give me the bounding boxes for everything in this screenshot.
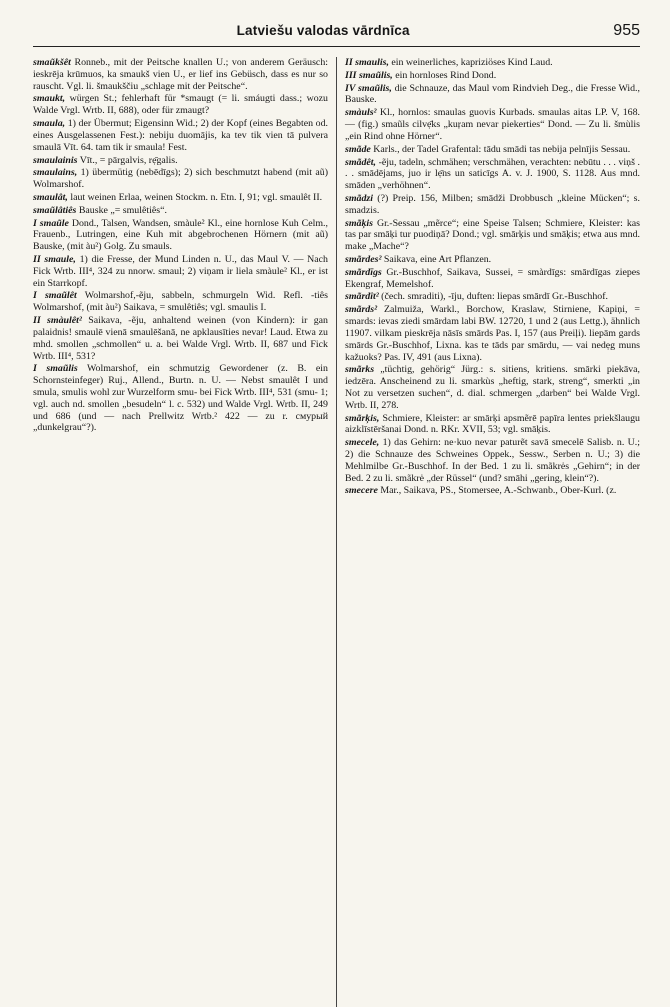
entry-headword: II smaulis, — [345, 57, 389, 68]
entry-definition: Schmiere, Kleister: ar smārķi apsmẽrē papīra lentes priekšlaugu aizklīstēršanai Dond. n. RKr. XVII, 53; vgl. smāķis. — [345, 412, 640, 436]
entry-headword: smãķis — [345, 217, 373, 229]
dictionary-entry — [345, 485, 640, 497]
entry-definition: 1) das Gehirn: ne·kuo nevar paturẽt savā smecelē Salisb. n. U.; 2) die Schnauze des Schweines Oppek., Sessw., Serben n. U.; 3) die Mehlmilbe Gr.-Buschhof. In der Bed. 1 zu li. smãkrės „Gehirn“; in der Bed. 2 zu li. smãkrė „der Rüssel“ (und? smāhi „gering, klein“?). — [345, 437, 640, 484]
right-column — [337, 57, 640, 1007]
dictionary-entry — [33, 205, 328, 217]
entry-headword: I smaũlis — [33, 363, 78, 375]
dictionary-entry — [33, 290, 328, 314]
entry-definition: Vīt., = pārgalvis, rẹ̄galis. — [77, 154, 178, 166]
dictionary-entry — [345, 437, 640, 484]
dictionary-entry — [33, 167, 328, 191]
entry-headword: smãdzi — [345, 192, 373, 204]
entry-definition: 1) übermütig (nebēdīgs); 2) sich beschmutzt habend (mit aũ) Wolmarshof. — [33, 167, 328, 191]
dictionary-entry — [345, 304, 640, 363]
entry-definition: die Schnauze, das Maul vom Rindvieh Deg., die Fresse Wid., Bauske. — [345, 82, 640, 106]
entry-headword: I smaũle — [33, 217, 69, 229]
entry-headword: smaulât, — [33, 191, 68, 203]
entry-definition: Karls., der Tadel Grafental: tādu smādi tas nebija pelnījis Sessau. — [370, 143, 631, 155]
left-column — [33, 57, 336, 1007]
entry-headword: smecere — [345, 485, 378, 497]
dictionary-entry — [33, 93, 328, 117]
dictionary-entry — [345, 254, 640, 266]
entry-headword: smãrdes² — [345, 254, 382, 265]
dictionary-entry — [33, 57, 328, 92]
entry-definition: Bauske „= smulêtiês“. — [76, 204, 167, 216]
entry-definition: Wolmarshof, ein schmutzig Gewordener (z. B. ein Schornsteinfeger) Ruj., Allend., Burtn. n. U. — Nebst smaulêt I und smula, smulis wohl zur Wurzelform smu- bei Fick Wrtb. III⁴, 531 (smu- 1; vgl. auch nd. smollen „besudeln“ l. c. 532) und Walde Vrgl. Wrtb. II, 249 und 686 (und — nach Prellwitz Wrtb.² 422 — zu r. смурый „dunkelgrau“?). — [33, 363, 328, 434]
entry-definition: 1) die Fresse, der Mund Linden n. U., das Maul V. — Nach Fick Wrtb. III⁴, 324 zu nnorw. smaul; 2) viņam ir liela smàule² Kl., er ist ein Starrkopf. — [33, 254, 328, 289]
dictionary-entry — [33, 155, 328, 167]
entry-headword: smaula, — [33, 118, 66, 130]
entry-headword: I smaũlêt — [33, 290, 77, 302]
entry-definition: -ẽju, tadeln, schmähen; verschmähen, verachten: nebūtu . . . viņš . . . smādējams, juo ir lẹ̄ns un saticīgs A. v. J. 1900, S. 1128. Aus mnd. smāden „verhöhnen“. — [345, 156, 640, 192]
entry-headword: II smaule, — [33, 254, 76, 265]
page-title: Latviešu valodas vārdnīca — [236, 23, 410, 38]
dictionary-entry — [345, 157, 640, 192]
dictionary-entry — [33, 254, 328, 289]
dictionary-entry — [345, 70, 640, 82]
entry-definition: Zalmuiža, Warkl., Borchow, Kraslaw, Stirniene, Kapiņi, = smards: ievas ziedi smārdam labi BW. 12720, 1 und 2 (aus Lettg.), ähnlich 11907. vilkam pieskrēja nāsīs smārds Pas. I, 157 (aus Preiļi). liepām gards smārds Gr.-Buschhof, Lixna. kas te tāds par smārdu, — vai nedẹg muns kažuoks? Pas. IV, 491 (aus Lixna). — [345, 304, 640, 363]
entry-definition: Gr.-Sessau „mẽrce“; eine Speise Talsen; Schmiere, Kleister: kas tas par smāķi tur puodiņā? Dond.; vgl. smārķis und smāķis; etwa aus mnd. make „Mache“? — [345, 217, 640, 253]
entry-definition: Mar., Saikava, PS., Stomersee, A.-Schwanb., Ober-Kurl. (z. — [377, 485, 617, 497]
entry-headword: smãrdīgs — [345, 266, 382, 278]
entry-headword: smãrdît² — [345, 291, 379, 303]
entry-definition: Ronneb., mit der Peitsche knallen U.; von anderem Geräusch: ieskrēja krūmuos, ka smaukš vien U., er lief ins Gebüsch, dass es nur so rauscht. Vgl. li. šmaukščiu „schlage mit der Peitsche“. — [33, 57, 328, 92]
entry-definition: Gr.-Buschhof, Saikava, Sussei, = smàrdīgs: smārdīgas ziepes Ekengraf, Memelshof. — [345, 266, 640, 290]
entry-definition: Saikava, -ẽju, anhaltend weinen (von Kindern): ir gan palaidnis! smaulē vienā smaulēšanā, ne apklausīties nevar! Laud. Etwa zu mhd. smollen „schmollen“ u. a. bei Walde Vrgl. Wrtb. II, 687 und Fick Wrtb. III⁴, 531? — [33, 315, 328, 362]
entry-definition: laut weinen Erlaa, weinen Stockm. n. Etn. I, 91; vgl. smaulêt II. — [67, 191, 323, 203]
entry-definition: (čech. smraditi), -īju, duften: liepas smārdī Gr.-Buschhof. — [378, 291, 608, 303]
entry-headword: smãde — [345, 143, 371, 155]
entry-definition: Saikava, eine Art Pflanzen. — [381, 254, 492, 265]
dictionary-entry — [345, 218, 640, 253]
dictionary-entry — [33, 192, 328, 204]
entry-headword: smãdêt, — [345, 156, 376, 168]
dictionary-entry — [345, 107, 640, 142]
dictionary-entry — [345, 144, 640, 156]
entry-headword: smecele, — [345, 437, 380, 449]
entry-headword: smaulainis — [33, 154, 78, 166]
entry-definition: Wolmarshof,-ẽju, sabbeln, schmurgeln Wid. Refl. -tiês Wolmarshof, (mit àu²) Saikava, = smulêtiês; vgl. smaulis I. — [33, 290, 328, 314]
entry-headword: smaũkšêt — [33, 57, 71, 68]
entry-headword: smaukt, — [33, 93, 66, 105]
dictionary-entry — [345, 364, 640, 411]
page-header — [33, 22, 640, 44]
dictionary-entry — [345, 413, 640, 437]
entry-definition: ein hornloses Rind Dond. — [392, 69, 497, 81]
entry-headword: smàuls² — [345, 107, 377, 119]
entry-headword: smãrks — [345, 364, 375, 376]
entry-definition: 1) der Übermut; Eigensinn Wid.; 2) der Kopf (eines Begabten od. eines Ausgelassenen Fest.): nebiju duomājis, ka tev tik vien tā pulvera smaulā Vīt. 64. tam tik ir smaula! Fest. — [33, 118, 328, 153]
entry-headword: smaũlâtiês — [33, 204, 77, 216]
entry-headword: smaulains, — [33, 167, 78, 179]
dictionary-entry — [33, 218, 328, 253]
entry-definition: Kl., hornlos: smaulas guovis Kurbads. smaulas aitas LP. V, 168. — (fig.) smaũls cilvẹ̄ks „kuŗam nevar piekerties“ Dond. — Zu li. šmùlis „ein Rind ohne Hörner“. — [345, 107, 640, 142]
dictionary-entry — [33, 363, 328, 434]
entry-definition: (?) Preip. 156, Milben; smādži Drobbusch „kleine Mücken“; s. smadzis. — [345, 192, 640, 216]
page-number: 955 — [613, 22, 640, 39]
entry-headword: smãrds² — [345, 304, 378, 316]
dictionary-entry — [345, 83, 640, 107]
entry-definition: „tüchtig, gehörig“ Jürg.: s. sitiens, kritiens. smārki piekāva, iedzēra. Anscheinend zu li. smarkùs „heftig, stark, streng“, smerkti „in Not zu versetzen suchen“, d. dial. schmergen „darben“ bei Walde Vrgl. Wrtb. II, 278. — [345, 364, 640, 411]
header-rule — [33, 46, 640, 47]
entry-definition: ein weinerliches, kapriziöses Kind Laud. — [388, 57, 553, 68]
dictionary-entry — [345, 57, 640, 69]
entry-definition: würgen St.; fehlerhaft für *smaugt (= li. smáugti dass.; wozu Walde Vrgl. Wrtb. II, 688), oder für zmaugt? — [33, 93, 328, 117]
entry-headword: smãrķis, — [345, 412, 380, 424]
dictionary-entry — [33, 118, 328, 153]
dictionary-entry — [345, 291, 640, 303]
entry-headword: IV smaũlis, — [345, 82, 392, 94]
dictionary-entry — [33, 315, 328, 362]
entry-headword: III smaũlis, — [345, 69, 393, 81]
dictionary-entry — [345, 267, 640, 291]
two-column-body — [33, 57, 640, 1007]
entry-definition: Dond., Talsen, Wandsen, smàule² Kl., eine hornlose Kuh Celm., Frauenb., Lutringen, eine Kuh mit abgebrochenen Hörnern (mit aũ) Bauske, (mit àu²) Golg. Zu smauls. — [33, 217, 328, 253]
entry-headword: II smàulêt² — [33, 315, 82, 327]
dictionary-entry — [345, 193, 640, 217]
